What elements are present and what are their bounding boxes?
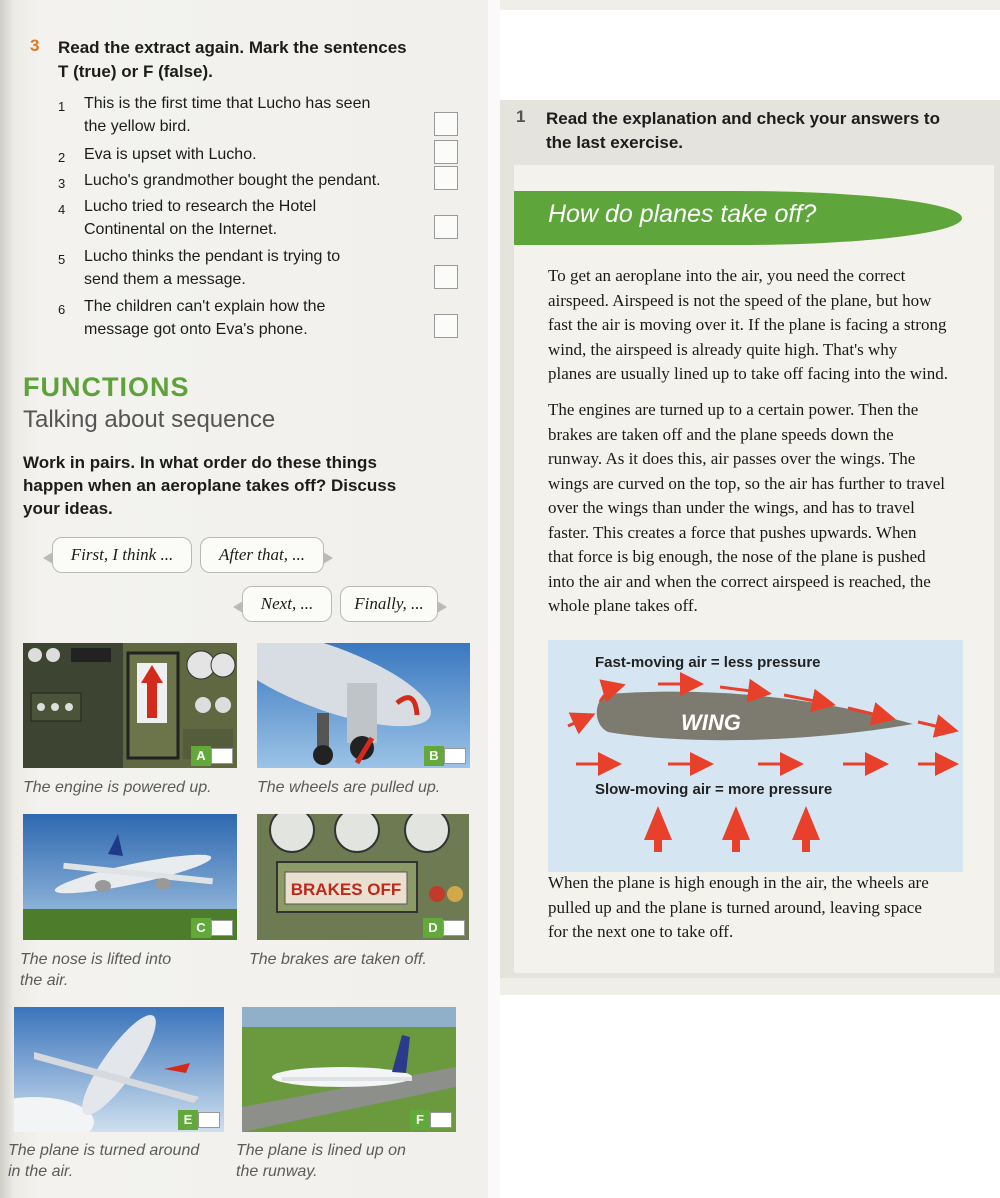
photo-c-label — [191, 918, 233, 938]
statement-1 — [58, 92, 438, 138]
speech-bubble-next: Next, ... — [242, 586, 332, 622]
statement-number: 4 — [58, 202, 66, 217]
brakes-off-sign: BRAKES OFF — [290, 880, 402, 899]
statement-5 — [58, 245, 438, 291]
statement-text: Lucho thinks the pendant is trying to — [84, 248, 341, 265]
paragraph-line: To get an aeroplane into the air, you need the correct — [548, 266, 906, 285]
photo-b-wheels — [257, 643, 470, 768]
statement-text: send them a message. — [84, 271, 246, 288]
exercise-1-title-line1: Read the explanation and check your answers to — [546, 109, 940, 128]
caption-f-line1: The plane is lined up on — [236, 1142, 406, 1159]
photo-letter: D — [423, 918, 443, 938]
caption-b: The wheels are pulled up. — [257, 779, 441, 796]
functions-instruction-line3: your ideas. — [23, 499, 113, 518]
pressure-arrow — [644, 806, 672, 852]
answer-box-1[interactable] — [434, 112, 458, 136]
answer-box-5[interactable] — [434, 265, 458, 289]
photo-a-answer-box[interactable] — [211, 748, 233, 764]
photo-letter: F — [410, 1110, 430, 1130]
speech-bubble-after-that: After that, ... — [200, 537, 324, 573]
exercise-1-title-line2: the last exercise. — [546, 133, 684, 152]
pressure-arrow — [792, 806, 820, 852]
answer-box-4[interactable] — [434, 215, 458, 239]
answer-box-3[interactable] — [434, 166, 458, 190]
paragraph-line: whole plane takes off. — [548, 596, 698, 615]
wing-label: WING — [681, 710, 741, 735]
airflow-arrow — [918, 722, 953, 730]
statement-number: 5 — [58, 252, 66, 267]
statement-text: The children can't explain how the — [84, 298, 326, 315]
paragraph-line: into the air and when the correct airspeed is reached, the — [548, 571, 931, 591]
statement-6 — [58, 295, 438, 341]
wing-shape — [597, 692, 913, 741]
statement-2 — [58, 143, 438, 166]
caption-c-line2: the air. — [20, 972, 69, 989]
caption-c-line1: The nose is lifted into — [20, 951, 172, 968]
statement-text: Continental on the Internet. — [84, 221, 278, 238]
explanation-paragraph-1 — [548, 264, 988, 387]
functions-instruction-line1: Work in pairs. In what order do these things — [23, 453, 377, 472]
pressure-arrow — [722, 806, 750, 852]
functions-instruction-line2: happen when an aeroplane takes off? Discuss — [23, 476, 397, 495]
statement-text: Lucho's grandmother bought the pendant. — [84, 172, 381, 189]
photo-a-label — [191, 746, 233, 766]
paragraph-line: that force is big enough, the nose of the plane is pushed — [548, 547, 926, 566]
statement-text: Eva is upset with Lucho. — [84, 146, 257, 163]
answer-box-6[interactable] — [434, 314, 458, 338]
speech-bubble-finally: Finally, ... — [340, 586, 438, 622]
photo-d-label — [423, 918, 465, 938]
caption-f-line2: the runway. — [236, 1163, 318, 1180]
page-gap — [488, 0, 500, 1198]
explanation-paragraph-3 — [548, 871, 988, 945]
exercise-1-number: 1 — [516, 107, 526, 126]
exercise-3-title-line1: Read the extract again. Mark the sentences — [58, 38, 407, 57]
statement-text: This is the first time that Lucho has seen — [84, 95, 371, 112]
photo-f-answer-box[interactable] — [430, 1112, 452, 1128]
speech-bubble-first: First, I think ... — [52, 537, 192, 573]
paragraph-line: runway. As it does this, air passes over the wings. The — [548, 449, 916, 468]
paragraph-line: The engines are turned up to a certain power. Then the — [548, 400, 919, 419]
statement-text: message got onto Eva's phone. — [84, 321, 308, 338]
statement-4 — [58, 195, 438, 241]
answer-box-2[interactable] — [434, 140, 458, 164]
statement-number: 3 — [58, 176, 66, 191]
photo-f-lined-up — [242, 1007, 456, 1132]
paragraph-line: pulled up and the plane is turned around, leaving space — [548, 897, 922, 917]
exercise-3-number: 3 — [30, 36, 40, 55]
statement-3 — [58, 169, 438, 192]
statement-text: Lucho tried to research the Hotel — [84, 198, 317, 215]
functions-subheading: Talking about sequence — [23, 406, 276, 433]
caption-a: The engine is powered up. — [23, 779, 212, 796]
paragraph-line: airspeed. Airspeed is not the speed of the plane, but how — [548, 290, 932, 310]
photo-e-label — [178, 1110, 220, 1130]
paragraph-line: brakes are taken off and the plane speeds down the — [548, 424, 894, 444]
paragraph-line: planes are usually lined up to take off facing into the wind. — [548, 364, 949, 383]
caption-d: The brakes are taken off. — [249, 951, 427, 968]
explanation-paragraph-2 — [548, 398, 988, 619]
photo-letter: E — [178, 1110, 198, 1130]
exercise-3-title-line2: T (true) or F (false). — [58, 62, 213, 81]
diagram-top-label: Fast-moving air = less pressure — [595, 654, 821, 671]
photo-a-engine — [23, 643, 237, 768]
paragraph-line: When the plane is high enough in the air, the wheels are — [548, 873, 929, 892]
photo-f-label — [410, 1110, 452, 1130]
airflow-arrow — [720, 687, 766, 693]
blank-area-top — [500, 10, 1000, 100]
photo-letter: C — [191, 918, 211, 938]
photo-b-answer-box[interactable] — [444, 748, 466, 764]
paragraph-line: for the next one to take off. — [548, 922, 734, 941]
paragraph-line: over the wings than under the wings, and has to travel — [548, 498, 915, 517]
paragraph-line: wings are curved on the top, so the air has further to travel — [548, 473, 946, 493]
wing-diagram — [548, 640, 963, 872]
caption-e-line1: The plane is turned around — [8, 1142, 200, 1159]
paragraph-line: wind, the airspeed is already quite high. That's why — [548, 339, 898, 359]
photo-letter: B — [424, 746, 444, 766]
blank-area-bottom — [500, 995, 1000, 1198]
photo-e-turned-around — [14, 1007, 224, 1132]
explanation-heading: How do planes take off? — [548, 200, 817, 228]
statement-number: 2 — [58, 150, 66, 165]
photo-e-answer-box[interactable] — [198, 1112, 220, 1128]
photo-letter: A — [191, 746, 211, 766]
paragraph-line: faster. This creates a force that pushes upwards. When — [548, 522, 917, 542]
airflow-arrow — [568, 716, 590, 726]
photo-d-brakes — [257, 814, 469, 940]
photo-c-nose-lifted — [23, 814, 237, 940]
caption-e-line2: in the air. — [8, 1163, 74, 1180]
statement-number: 1 — [58, 99, 66, 114]
functions-heading: FUNCTIONS — [23, 372, 190, 402]
statement-text: the yellow bird. — [84, 118, 191, 135]
statement-number: 6 — [58, 302, 66, 317]
diagram-bottom-label: Slow-moving air = more pressure — [595, 781, 833, 798]
photo-b-label — [424, 746, 466, 766]
photo-d-answer-box[interactable] — [443, 920, 465, 936]
paragraph-line: fast the air is moving over it. If the plane is facing a strong — [548, 315, 947, 334]
photo-c-answer-box[interactable] — [211, 920, 233, 936]
